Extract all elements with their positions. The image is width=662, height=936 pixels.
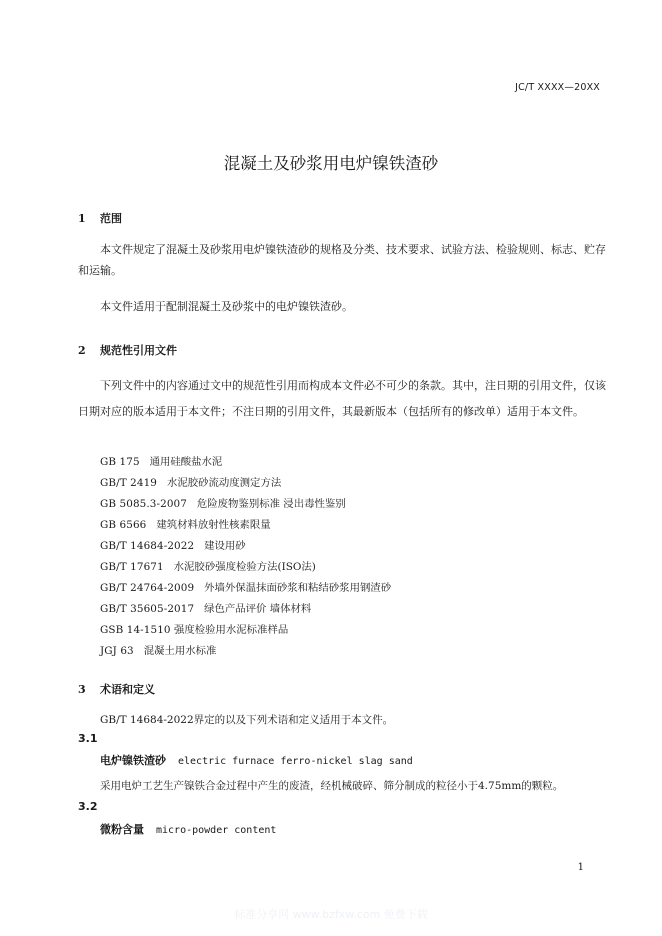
reference-code: GB/T 35605-2017 [100,603,195,615]
term-en: micro-powder content [156,825,277,836]
reference-title: 绿色产品评价 墙体材料 [204,603,312,615]
term-zh: 电炉镍铁渣砂 [100,754,166,767]
document-title: 混凝土及砂浆用电炉镍铁渣砂 [223,154,439,173]
document-code: JC/T XXXX—20XX [515,82,600,93]
section-title: 规范性引用文件 [100,344,177,357]
reference-item [100,621,288,636]
reference-item [100,558,316,573]
term-en: electric furnace ferro-nickel slag sand [178,756,413,767]
reference-code: GB 175 [100,456,140,468]
page-number: 1 [577,862,584,873]
term-3-1 [100,752,413,768]
reference-item [100,516,271,531]
reference-title: 建设用砂 [204,540,246,552]
term-3-2 [100,821,276,837]
reference-code: GB/T 2419 [100,477,158,489]
reference-code: GSB 14-1510 [100,624,171,636]
reference-code: GB 5085.3-2007 [100,498,187,510]
reference-title: 强度检验用水泥标准样品 [173,624,289,636]
reference-code: GB/T 24764-2009 [100,582,195,594]
term-number: 3.2 [78,800,98,813]
reference-code: JGJ 63 [100,645,134,657]
section-1-paragraph-2: 本文件适用于配制混凝土及砂浆中的电炉镍铁渣砂。 [100,300,353,313]
reference-item [100,453,222,468]
reference-code: GB/T 17671 [100,561,164,573]
reference-code: GB/T 14684-2022 [100,540,195,552]
reference-item [100,600,311,615]
reference-item [100,642,216,657]
reference-code: GB 6566 [100,519,147,531]
term-zh: 微粉含量 [100,823,144,836]
term-number: 3.1 [78,732,98,745]
section-3-intro: GB/T 14684-2022界定的以及下列术语和定义适用于本文件。 [100,714,394,726]
reference-title: 外墙外保温抹面砂浆和粘结砂浆用钢渣砂 [204,582,392,594]
reference-title: 危险废物鉴别标准 浸出毒性鉴别 [196,498,346,510]
reference-item [100,537,246,552]
section-2-heading [78,342,177,358]
watermark: 标准分享网 www.bzfxw.com 免费下载 [234,908,428,921]
reference-title: 通用硅酸盐水泥 [149,456,223,468]
term-definition: 采用电炉工艺生产镍铁合金过程中产生的废渣，经机械破碎、筛分制成的粒径小于4.75mm的颗粒。 [100,780,564,792]
section-title: 术语和定义 [100,683,155,696]
reference-title: 水泥胶砂强度检验方法(ISO法) [173,561,316,573]
reference-title: 混凝土用水标准 [143,645,217,657]
section-title: 范围 [100,212,122,225]
reference-item [100,474,281,489]
reference-title: 水泥胶砂流动度测定方法 [166,477,282,489]
reference-title: 建筑材料放射性核素限量 [156,519,271,531]
section-1-heading [78,210,122,226]
reference-item [100,495,346,510]
section-number: 2 [78,344,86,357]
reference-item [100,579,391,594]
section-number: 1 [78,212,86,225]
section-1-paragraph-1: 本文件规定了混凝土及砂浆用电炉镍铁渣砂的规格及分类、技术要求、试验方法、检验规则、标志、贮存和运输。 [78,243,606,277]
section-3-heading [78,681,155,697]
section-2-paragraph: 下列文件中的内容通过文中的规范性引用而构成本文件必不可少的条款。其中，注日期的引用文件，仅该日期对应的版本适用于本文件；不注日期的引用文件，其最新版本（包括所有的修改单）适用于本文件。 [78,379,606,418]
section-number: 3 [78,683,86,696]
